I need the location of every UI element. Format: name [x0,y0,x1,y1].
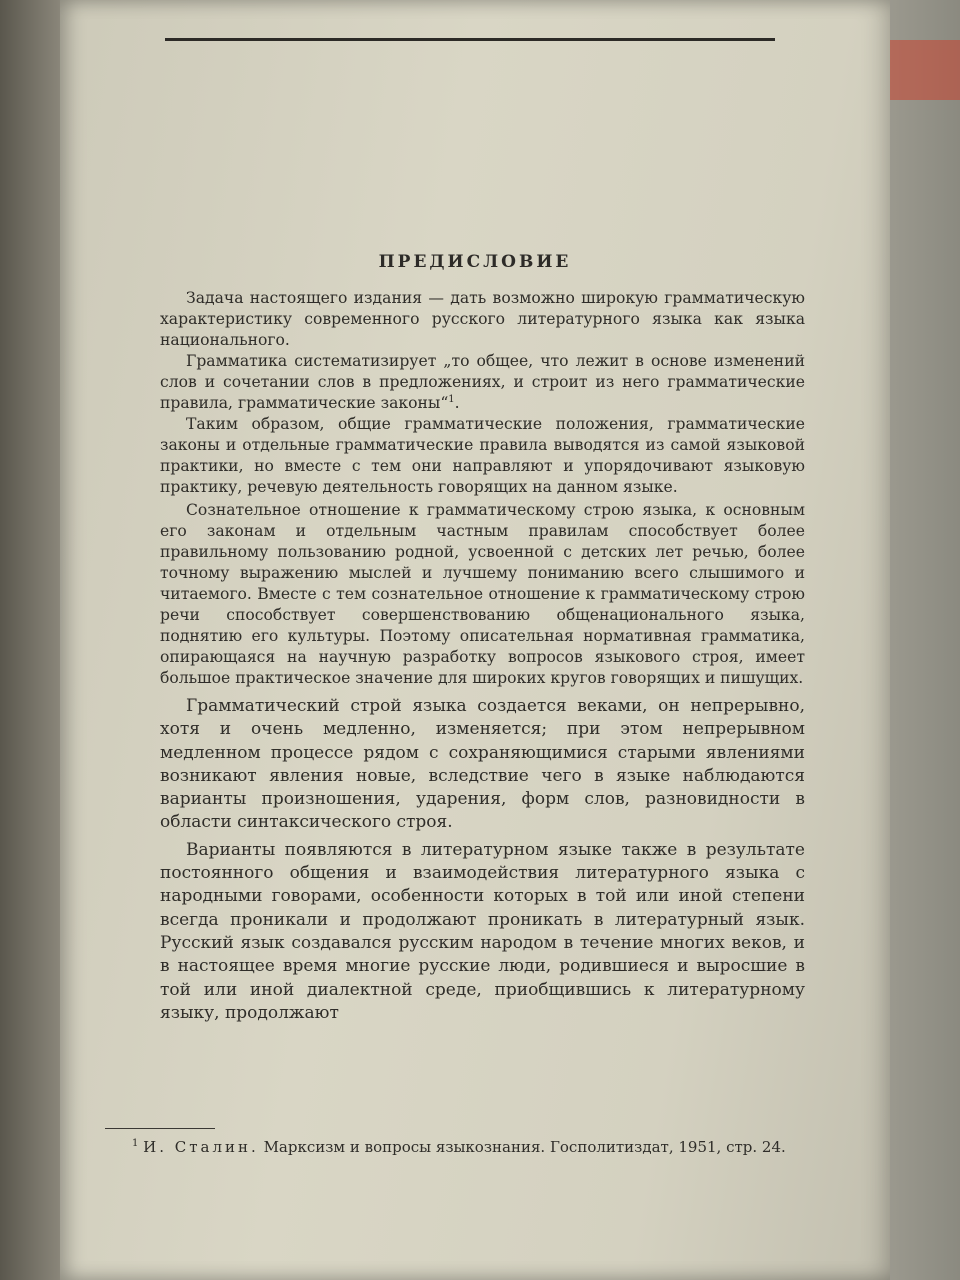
paragraph: Грамматический строй языка создается веками, он непрерывно, хотя и очень медленно, изменяется; при этом непрерывном медленном процессе рядом с сохраняющимися старыми явлениями возникают явления новые, вследствие чего в языке наблюдаются варианты произношения, ударения, форм слов, разновидности в области синтаксического строя. [160,696,805,833]
paragraph: Таким образом, общие грамматические положения, грамматические законы и отдельные грамматические правила выводятся из самой языковой практики, но вместе с тем они направляют и упорядочивают языковую практику, речевую деятельность говорящих на данном языке. [160,415,805,496]
footnote-marker: 1 [132,1138,139,1149]
footnote [132,1137,852,1157]
background-left [0,0,60,1280]
book-page [60,0,890,1280]
footnote-reference: 1 [448,393,455,405]
footnote-text: Марксизм и вопросы языкознания. Госполитиздат, 1951, стр. 24. [263,1138,786,1156]
paragraph-text: Грамматика систематизирует „то общее, что лежит в основе изменений слов и сочетании слов в предложениях, и строит из него грамматические правила, грамматические законы“ [160,352,805,412]
paragraph: Варианты появляются в литературном языке также в результате постоянного общения и взаимодействия литературного языка с народными говорами, особенности которых в той или иной степени всегда проникали и продолжают проникать в литературный язык. Русский язык создавался русским народом в течение многих веков, и в настоящее время многие русские люди, родившиеся и выросшие в той или иной диалектной среде, приобщившись к литературному языку, продолжают [160,839,805,1023]
background-object [890,40,960,100]
header-rule [165,38,775,41]
paragraph [160,351,805,414]
page-title: ПРЕДИСЛОВИЕ [378,252,572,272]
footnote-author: И. Сталин. [143,1138,259,1156]
paragraph: Задача настоящего издания — дать возможно широкую грамматическую характеристику современного русского литературного языка как языка национального. [160,289,805,349]
paragraph: Сознательное отношение к грамматическому строю языка, к основным его законам и отдельным частным правилам способствует более правильному пользованию родной, усвоенной с детских лет речью, более точному выражению мыслей и лучшему пониманию всего слышимого и читаемого. Вместе с тем сознательное отношение к грамматическому строю речи способствует совершенствованию общенационального языка, поднятию его культуры. Поэтому описательная нормативная грамматика, опирающаяся на научную разработку вопросов языкового строя, имеет большое практическое значение для широких кругов говорящих и пишущих. [160,501,805,687]
footnote-rule [105,1128,215,1129]
paragraph-end: . [454,394,460,412]
body-text [160,288,805,1025]
